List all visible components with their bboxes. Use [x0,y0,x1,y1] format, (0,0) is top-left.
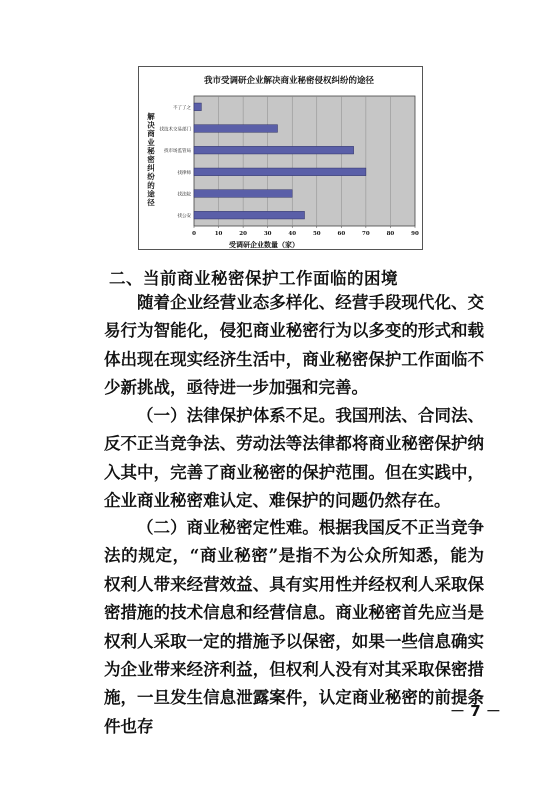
bar-chart [138,66,423,250]
y-axis-label: 解决商业秘密纠纷的途径 [147,112,155,207]
bar [194,125,277,133]
x-tick-label: 20 [239,231,247,237]
paragraph-lead: （一）法律保护体系不足。 [137,406,336,425]
paragraph-text: 随着企业经营业态多样化、经营手段现代化、交易行为智能化，侵犯商业秘密行为以多变的形式和载体出现在现实经济生活中，商业秘密保护工作面临不少新挑战，亟待进一步加强和完善。 [104,293,484,398]
bar [194,211,305,219]
paragraph-1 [104,289,484,403]
x-tick-label: 60 [337,231,346,237]
x-tick-label: 0 [192,231,196,237]
x-tick-label: 70 [362,231,370,237]
x-tick-label: 90 [411,231,419,237]
category-label: 找市场监管局 [164,149,191,155]
section-heading: 二、当前商业秘密保护工作面临的困境 [109,269,398,288]
paragraph-lead: （二）商业秘密定性难。 [137,518,319,537]
category-label: 找法院 [177,192,191,198]
category-label: 不了了之 [173,105,191,111]
bar [194,146,354,154]
bar [194,103,201,111]
category-label: 找公安 [177,214,191,220]
x-tick-label: 80 [386,231,395,237]
bar [194,190,292,198]
paragraph-text: 我国刑法、合同法、反不正当竞争法、劳动法等法律都将商业秘密保护纳入其中，完善了商业秘密的保护范围。但在实践中，企业商业秘密难认定、难保护的问题仍然存在。 [104,406,485,511]
x-tick-label: 40 [288,231,297,237]
chart-title: 我市受调研企业解决商业秘密侵权纠纷的途径 [203,76,375,86]
x-axis-label: 受调研企业数量（家） [229,240,299,249]
x-tick-label: 50 [312,231,321,237]
x-tick-label: 10 [214,231,223,237]
bar [194,168,366,176]
plot-area [194,96,415,226]
paragraph-3 [104,514,484,741]
paragraph-2 [104,402,484,516]
category-label: 找技术交易部门 [159,127,191,133]
paragraph-text: 根据我国反不正当竞争法的规定，“商业秘密”是指不为公众所知悉，能为权利人带来经营效益、具有实用性并经权利人采取保密措施的技术信息和经营信息。商业秘密首先应当是权利人采取一定的措施予以保密，如果一些信息确实为企业带来经济利益，但权利人没有对其采取保密措施，一旦发生信息泄露案件，认定商业秘密的前提条件也存 [104,518,485,736]
page-number: － 7 － [450,702,501,720]
chart-canvas [139,67,424,251]
category-label: 找律师 [177,170,191,176]
x-tick-label: 30 [263,231,272,237]
